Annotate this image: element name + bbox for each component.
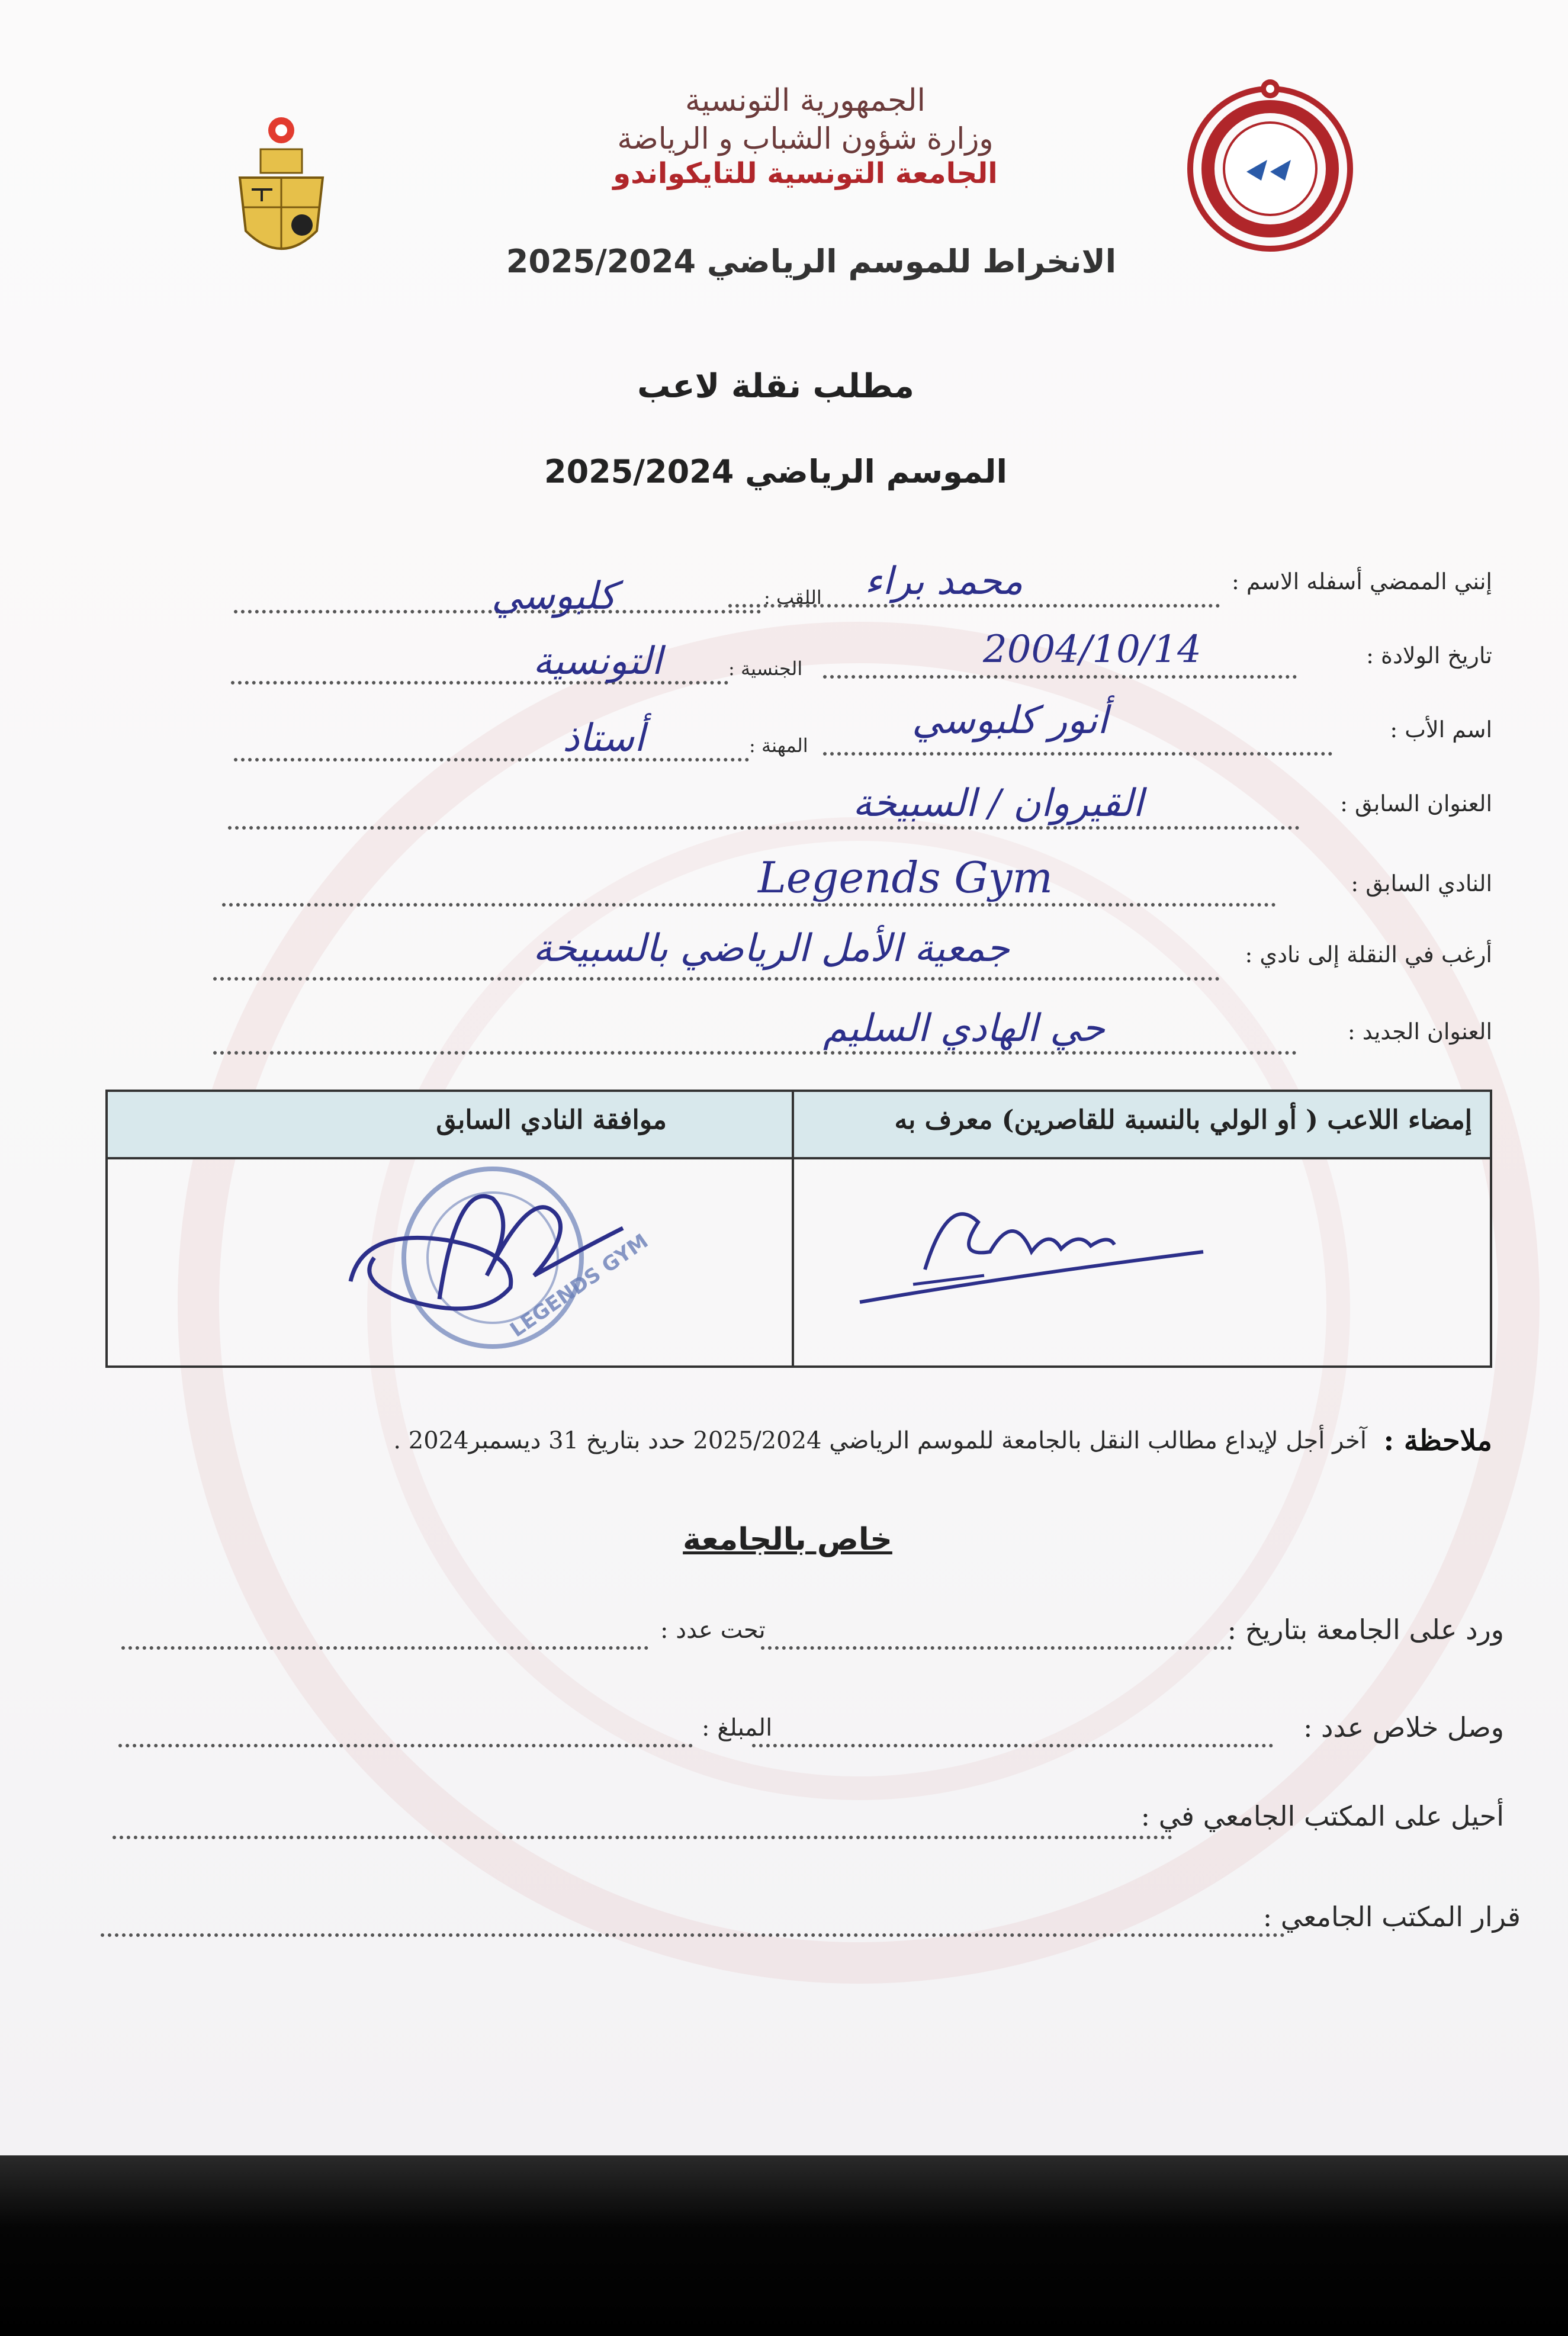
number-label: تحت عدد : <box>660 1617 766 1644</box>
dob-value: 2004/10/14 <box>983 628 1201 671</box>
new-address-value: حي الهادي السليم <box>823 1007 1105 1050</box>
club-approval-header: موافقة النادي السابق <box>436 1105 667 1135</box>
player-signature-icon <box>836 1175 1251 1329</box>
prev-address-label: العنوان السابق : <box>1340 791 1492 817</box>
father-dotted-line <box>823 752 1332 756</box>
prev-address-dotted-line <box>228 826 1300 830</box>
transfer-value: جمعية الأمل الرياضي بالسبيخة <box>533 927 1010 971</box>
federation-section-title: خاص بالجامعة <box>683 1522 892 1557</box>
note-text: آخر أجل لإيداع مطالب النقل بالجامعة للموسم الرياضي 2025/2024 حدد بتاريخ 31 ديسمبر2024 . <box>393 1427 1367 1454</box>
form-title: مطلب نقلة لاعب <box>637 367 914 406</box>
profession-label: المهنة : <box>749 734 808 757</box>
form-season: الموسم الرياضي 2025/2024 <box>544 453 1007 490</box>
prev-address-value: القيروان / السبيخة <box>853 782 1143 825</box>
dob-label: تاريخ الولادة : <box>1366 642 1492 669</box>
membership-line: الانخراط للموسم الرياضي 2025/2024 <box>506 243 1117 280</box>
player-signature-header: إمضاء اللاعب ( أو الولي بالنسبة للقاصرين) معرف به <box>894 1105 1472 1135</box>
received-date-dotted-line <box>761 1646 1232 1650</box>
profession-dotted-line <box>234 758 749 761</box>
first-name-value: محمد براء <box>865 560 1023 603</box>
nationality-label: الجنسية : <box>728 657 803 680</box>
father-value: أنور كلبوسي <box>912 699 1108 743</box>
signature-table <box>105 1090 1492 1368</box>
amount-label: المبلغ : <box>702 1714 773 1741</box>
receipt-dotted-line <box>752 1744 1273 1747</box>
stamp-text: LEGENDS GYM <box>506 1229 653 1342</box>
new-address-dotted-line <box>213 1051 1297 1055</box>
federation-logo-icon <box>1172 71 1368 261</box>
referred-label: أحيل على المكتب الجامعي في : <box>1140 1800 1504 1832</box>
undersigned-label: إنني الممضي أسفله الاسم : <box>1231 568 1492 595</box>
referred-dotted-line <box>113 1836 1172 1839</box>
photo-background <box>0 2155 1568 2336</box>
amount-dotted-line <box>118 1744 693 1747</box>
prev-club-value: Legends Gym <box>758 853 1053 902</box>
federation-title: الجامعة التونسية للتايكواندو <box>613 157 998 190</box>
dob-dotted-line <box>823 675 1297 679</box>
prev-club-label: النادي السابق : <box>1351 870 1492 897</box>
number-dotted-line <box>121 1646 648 1650</box>
prev-club-dotted-line <box>222 903 1276 907</box>
note-label: ملاحظة : <box>1383 1424 1492 1457</box>
tunisia-emblem-icon <box>228 113 335 266</box>
signature-table-divider <box>792 1092 794 1365</box>
decision-dotted-line <box>101 1933 1285 1937</box>
decision-label: قرار المكتب الجامعي : <box>1262 1901 1521 1933</box>
father-label: اسم الأب : <box>1390 716 1492 743</box>
republic-title: الجمهورية التونسية <box>685 83 926 118</box>
transfer-label: أرغب في النقلة إلى نادي : <box>1245 942 1492 968</box>
club-stamp-signature-icon <box>339 1157 670 1358</box>
nationality-value: التونسية <box>533 640 663 683</box>
surname-label: اللقب : <box>764 586 822 609</box>
profession-value: أستاذ <box>563 716 645 760</box>
ministry-title: وزارة شؤون الشباب و الرياضة <box>617 121 994 156</box>
surname-value: كلبوسي <box>491 574 616 618</box>
receipt-number-label: وصل خلاص عدد : <box>1303 1711 1504 1743</box>
transfer-dotted-line <box>213 977 1220 981</box>
new-address-label: العنوان الجديد : <box>1347 1018 1492 1045</box>
received-date-label: ورد على الجامعة بتاريخ : <box>1227 1614 1504 1646</box>
